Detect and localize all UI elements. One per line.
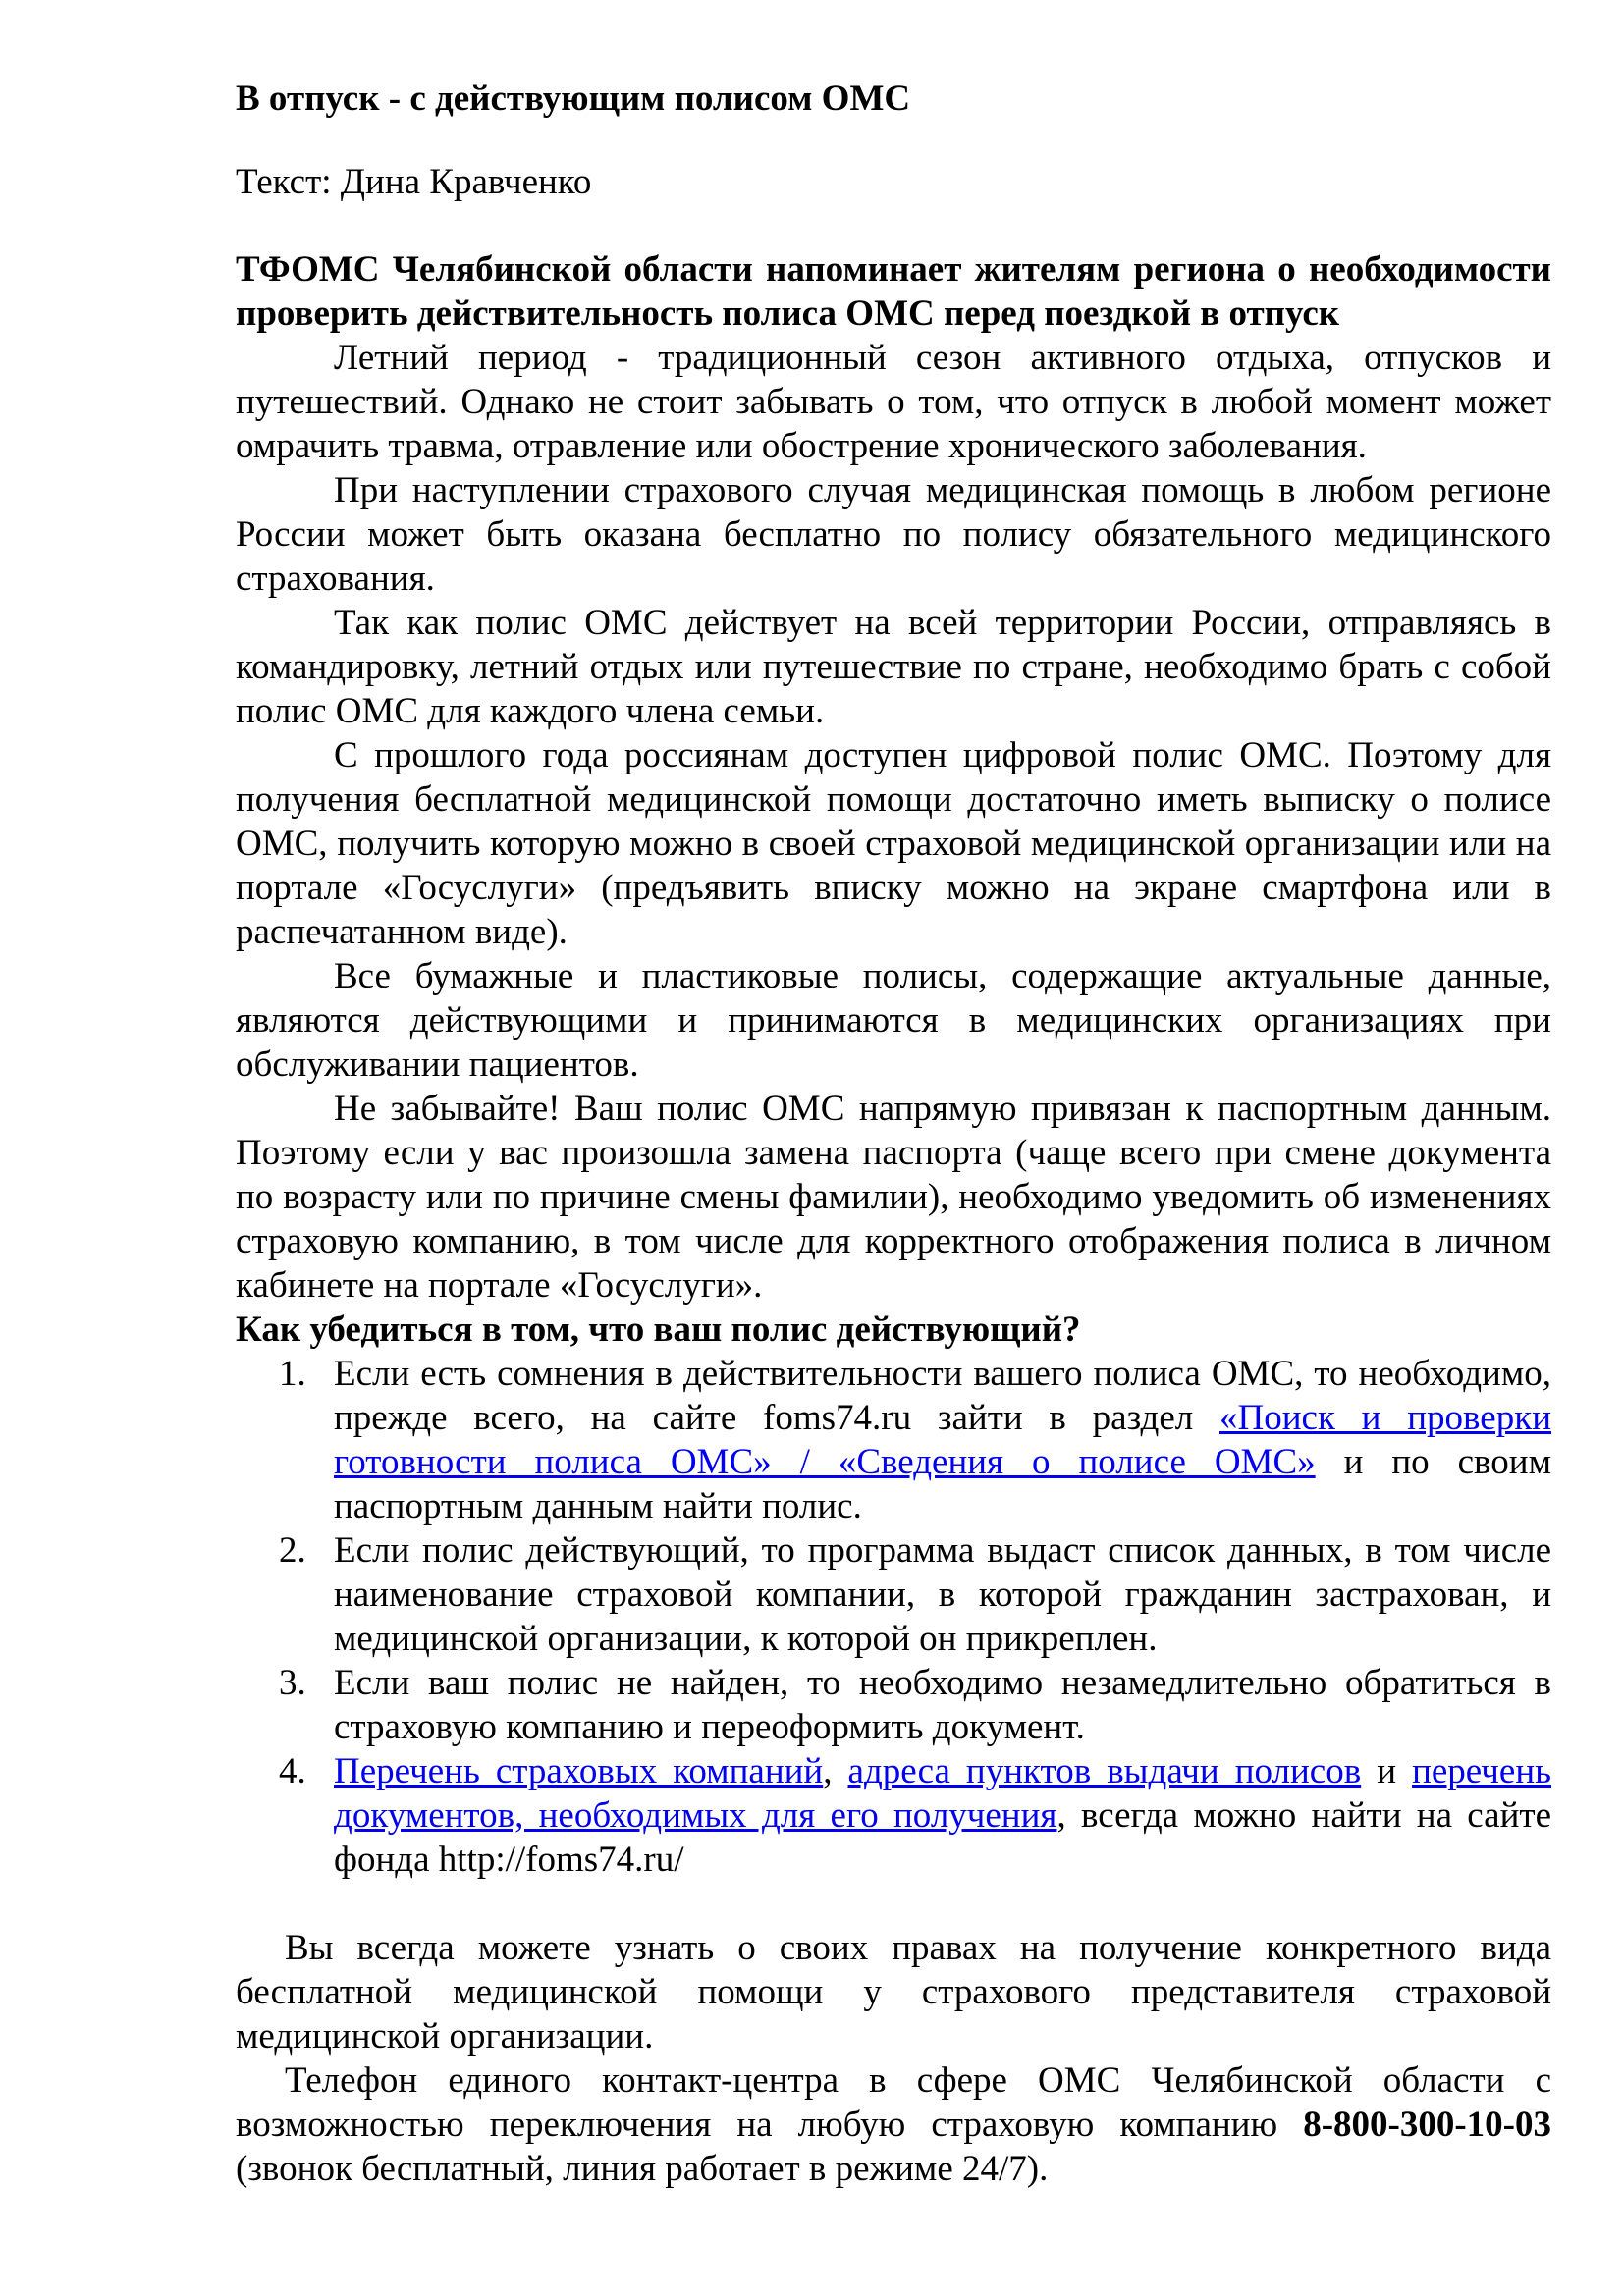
list-item [236, 1749, 1551, 1882]
section-subheading: Как убедиться в том, что ваш полис действующий? [236, 1309, 1081, 1350]
steps-list [236, 1352, 1551, 1882]
list-item-text: и [1361, 1751, 1413, 1791]
contact-phone-number: 8-800-300-10-03 [1303, 2105, 1551, 2145]
closing-text: Телефон единого контакт-центра в сфере ОМС Челябинской области с возможностью переключения на любую страховую компанию [236, 2060, 1551, 2145]
document-page [236, 69, 1551, 2191]
article-lead: ТФОМС Челябинской области напоминает жителям региона о необходимости проверить действительность полиса ОМС перед поездкой в отпуск [236, 249, 1551, 334]
closing-paragraph-phone [236, 2058, 1551, 2191]
paragraph-passport: Не забывайте! Ваш полис ОМС напрямую привязан к паспортным данным. Поэтому если у вас произошла замена паспорта (чаще всего при смене документа по возрасту или по причине смены фамилии), необходимо уведомить об изменениях страховую компанию, в том числе для корректного отображения полиса в личном кабинете на портале «Госуслуги». [236, 1089, 1551, 1306]
list-item-number: 2. [279, 1530, 306, 1571]
list-item [236, 1528, 1551, 1661]
list-item [236, 1661, 1551, 1749]
closing-text: (звонок бесплатный, линия работает в режиме 24/7). [236, 2149, 1049, 2189]
paragraph-paper-plastic: Все бумажные и пластиковые полисы, содержащие актуальные данные, являются действующими и принимаются в медицинских организациях при обслуживании пациентов. [236, 956, 1551, 1085]
list-item-number: 3. [279, 1663, 306, 1703]
paragraph-summer: Летний период - традиционный сезон активного отдыха, отпусков и путешествий. Однако не стоит забывать о том, что отпуск в любой момент может омрачить травма, отравление или обострение хронического заболевания. [236, 338, 1551, 466]
list-item-text: Если полис действующий, то программа выдаст список данных, в том числе наименование страховой компании, в которой гражданин застрахован, и медицинской организации, к которой он прикреплен. [334, 1530, 1551, 1659]
closing-paragraph-rights: Вы всегда можете узнать о своих правах на получение конкретного вида бесплатной медицинской помощи у страхового представителя страховой медицинской организации. [236, 1928, 1551, 2056]
list-item-text: и по своим паспортным данным найти полис. [334, 1442, 1551, 1526]
list-item-text: Если есть сомнения в действительности вашего полиса ОМС, то необходимо, прежде всего, на сайте foms74.ru зайти в раздел [334, 1354, 1551, 1438]
paragraph-digital-policy: С прошлого года россиянам доступен цифровой полис ОМС. Поэтому для получения бесплатной медицинской помощи достаточно иметь выписку о полисе ОМС, получить которую можно в своей страховой медицинской организации или на портале «Госуслуги» (предъявить вписку можно на экране смартфона или в распечатанном виде). [236, 735, 1551, 952]
list-item [236, 1352, 1551, 1528]
list-item-number: 1. [279, 1354, 306, 1394]
article-title: В отпуск - с действующим полисом ОМС [236, 79, 911, 119]
paragraph-territory: Так как полис ОМС действует на всей территории России, отправляясь в командировку, летний отдых или путешествие по стране, необходимо брать с собой полис ОМС для каждого члена семьи. [236, 603, 1551, 731]
list-item-text: , [823, 1751, 848, 1791]
issue-points-link[interactable]: адреса пунктов выдачи полисов [847, 1751, 1362, 1791]
documents-list-link[interactable]: перечень документов, необходимых для его получения [334, 1751, 1551, 1836]
insurers-list-link[interactable]: Перечень страховых компаний [334, 1751, 824, 1791]
spacer [236, 1882, 1551, 1926]
policy-search-link[interactable]: «Поиск и проверки готовности полиса ОМС» / «Сведения о полисе ОМС» [334, 1398, 1551, 1482]
list-item-text: , всегда можно найти на сайте фонда http://foms74.ru/ [334, 1795, 1551, 1880]
list-item-number: 4. [279, 1751, 306, 1791]
article-author: Текст: Дина Кравченко [236, 162, 592, 202]
paragraph-insured-event: При наступлении страхового случая медицинская помощь в любом регионе России может быть оказана бесплатно по полису обязательного медицинского страхования. [236, 470, 1551, 599]
list-item-text: Если ваш полис не найден, то необходимо незамедлительно обратиться в страховую компанию и переоформить документ. [334, 1663, 1551, 1747]
